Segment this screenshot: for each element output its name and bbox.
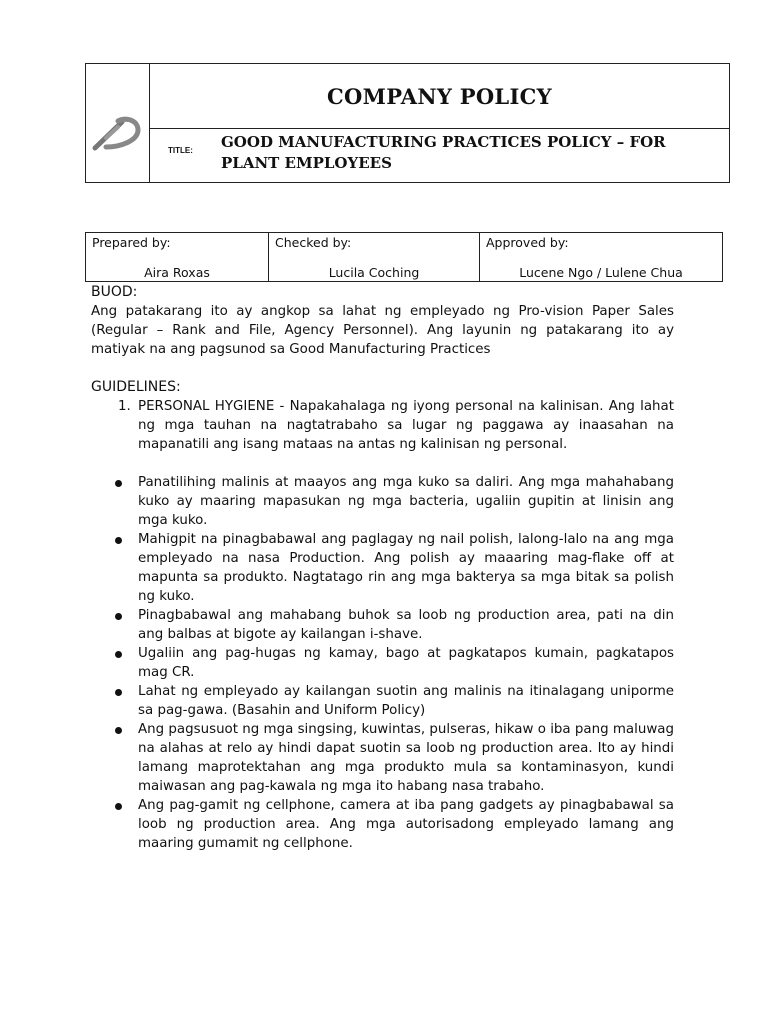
title-label: TITLE: [168,146,193,155]
prepared-by-name: Aira Roxas [144,265,210,280]
guideline-number: 1. [118,399,131,414]
buod-heading: BUOD: [91,284,138,300]
policy-header [85,63,730,183]
checked-by-name: Lucila Coching [328,265,420,280]
list-item: Ang pagsusuot ng mga singsing, kuwintas, pulseras, hikaw o iba pang maluwag na alahas at relo ay hindi dapat suotin sa loob ng production area. Ito ay hindi lamang maprotektahan ang mga produkto mula sa kontaminasyon, kundi maiwasan ang pag-kawala ng mga ito habang nasa trabaho. [91,720,674,796]
bullet-icon [115,689,122,696]
bullet-icon [115,651,122,658]
list-item: Mahigpit na pinagbabawal ang paglagay ng nail polish, lalong-lalo na ang mga empleyado na nasa Production. Ang polish ay maaaring mag-flake off at mapunta sa produkto. Nagtatago rin ang mga bakterya sa mga bitak sa polish ng kuko. [91,530,674,606]
signature-table [85,232,723,282]
hygiene-rules-list [91,473,674,853]
checked-by-cell [268,233,479,281]
pro-vision-logo-icon [92,114,144,152]
approved-by-cell [479,233,722,281]
policy-title: GOOD MANUFACTURING PRACTICES POLICY – FOR PLANT EMPLOYEES [221,133,666,172]
guidelines-heading: GUIDELINES: [91,379,181,395]
list-item: Panatilihing malinis at maayos ang mga kuko sa daliri. Ang mga mahahabang kuko ay maaring mapasukan ng mga bacteria, ugaliin gupitin at linisin ang mga kuko. [91,473,674,530]
logo-cell [86,64,150,182]
checked-by-label: Checked by: [275,235,352,250]
bullet-icon [115,537,122,544]
guideline-text: - Napakahalaga ng iyong personal na kalinisan. Ang lahat ng mga tauhan na nagtatrabaho sa lugar ng paggawa ay inaasahan na mapanatili ang isang mataas na antas ng kalinisan ng personal. [138,399,674,452]
buod-text: Ang patakarang ito ay angkop sa lahat ng empleyado ng Pro-vision Paper Sales (Regular – Rank and File, Agency Personnel). Ang layunin ng patakarang ito ay matiyak na ang pagsunod sa Good Manufacturing Practices [91,304,674,357]
page-title: COMPANY POLICY [327,83,552,109]
list-item: Ang pag-gamit ng cellphone, camera at iba pang gadgets ay pinagbabawal sa loob ng production area. Ang mga autorisadong empleyado lamang ang maaring gumamit ng cellphone. [91,796,674,853]
policy-body [91,283,674,853]
prepared-by-cell [86,233,268,281]
prepared-by-label: Prepared by: [92,235,171,250]
bullet-icon [115,727,122,734]
bullet-icon [115,480,122,487]
bullet-icon [115,613,122,620]
guideline-item [91,397,674,454]
guideline-keyword: PERSONAL HYGIENE [138,399,275,414]
list-item: Lahat ng empleyado ay kailangan suotin ang malinis na itinalagang uniporme sa pag-gawa. (Basahin and Uniform Policy) [91,682,674,720]
list-item: Ugaliin ang pag-hugas ng kamay, bago at pagkatapos kumain, pagkatapos mag CR. [91,644,674,682]
approved-by-name: Lucene Ngo / Lulene Chua [519,265,683,280]
bullet-icon [115,803,122,810]
list-item: Pinagbabawal ang mahabang buhok sa loob ng production area, pati na din ang balbas at bigote ay kailangan i-shave. [91,606,674,644]
approved-by-label: Approved by: [486,235,569,250]
header-title-cell [150,64,729,129]
